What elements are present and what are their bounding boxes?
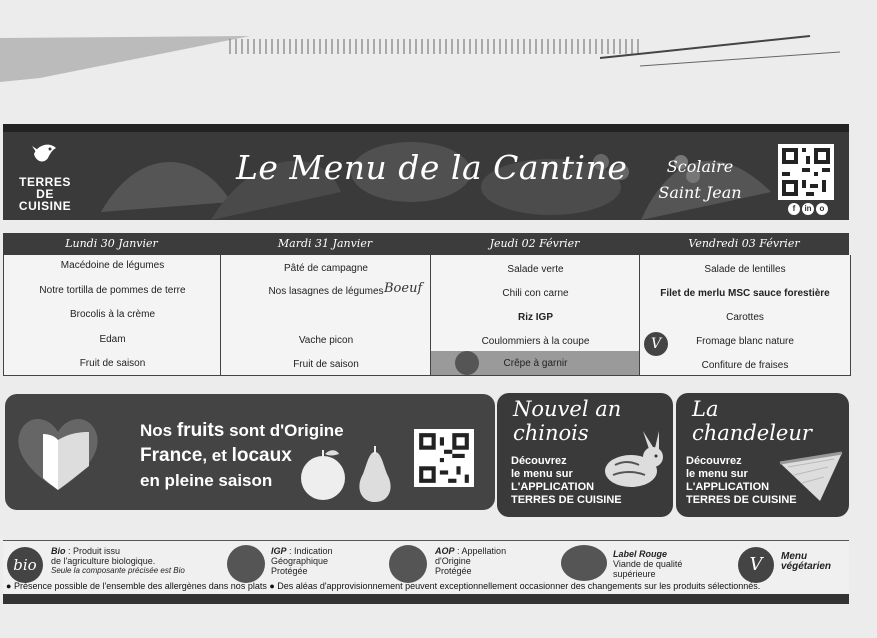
promo-word: Nos [140, 421, 173, 440]
card-body-line: Découvrez [511, 455, 567, 467]
card-body-line: TERRES DE CUISINE [511, 494, 622, 506]
handwritten-note: Boeuf [384, 281, 423, 296]
dish-cheese: Fromage blanc nature [696, 336, 794, 347]
brand-name: TERRES DE CUISINE [18, 175, 72, 213]
dish-cheese: Edam [99, 334, 126, 345]
aop-badge-icon [389, 545, 427, 583]
legend-aop-text: d'Origine [435, 556, 471, 566]
bottom-bar [3, 594, 849, 604]
card-title [692, 397, 812, 445]
day-header-friday: Vendredi 03 Février [688, 237, 800, 250]
legend-bio [51, 546, 185, 576]
dish-dessert: Crêpe à garnir [503, 358, 568, 369]
dish-main: Filet de merlu MSC sauce forestière [660, 288, 830, 299]
legend-aop-text: : Appellation [457, 546, 507, 556]
rabbit-icon [595, 431, 665, 493]
card-title-line: La [692, 397, 719, 421]
legend-lr-text: Viande de qualité [613, 559, 683, 569]
legend-bio-title: Bio [51, 546, 66, 556]
dish-side: Brocolis à la crème [69, 309, 156, 320]
legend-lr-text: supérieure [613, 569, 656, 579]
bullet-icon: ● [269, 581, 275, 591]
dish-starter: Macédoine de légumes [60, 260, 165, 271]
legend-lr-title: Label Rouge [613, 549, 668, 559]
brand-logo [9, 136, 81, 216]
promo-word-france: France [140, 445, 203, 466]
legend-aop-text: Protégée [435, 566, 472, 576]
dish-dessert: Fruit de saison [79, 358, 146, 369]
dish-dessert: Fruit de saison [293, 359, 359, 370]
dish-cheese: Vache picon [298, 335, 354, 346]
social-links [788, 203, 828, 215]
dish-main: Nos lasagnes de légumes [268, 286, 384, 297]
legend-igp-text: Protégée [271, 566, 308, 576]
linkedin-icon[interactable]: in [802, 203, 814, 215]
day-column-friday [639, 255, 851, 376]
promo-line-1 [140, 418, 344, 443]
top-decoration [0, 30, 877, 90]
day-column-thursday [430, 255, 640, 376]
dish-dessert: Confiture de fraises [701, 360, 789, 371]
card-body-line: L'APPLICATION [686, 481, 770, 493]
footnote [6, 581, 760, 591]
promo-word: sont d'Origine [229, 421, 344, 440]
school-line-2: Saint Jean [658, 183, 742, 202]
qr-code-icon[interactable] [778, 144, 834, 200]
day-header-thursday: Jeudi 02 Février [489, 237, 580, 250]
promo-word: , et [202, 446, 227, 465]
school-line-1: Scolaire [666, 157, 734, 176]
instagram-icon[interactable]: o [816, 203, 828, 215]
event-icon [455, 351, 479, 375]
card-body-line: le menu sur [511, 468, 573, 480]
bird-icon [30, 140, 60, 168]
apple-pear-icon [301, 446, 401, 502]
legend-bio-text: : Produit issu [68, 546, 121, 556]
legend-aop-title: AOP [435, 546, 455, 556]
vegetarian-badge-icon: V [738, 547, 774, 583]
dish-starter: Salade verte [507, 264, 564, 275]
day-column-tuesday [220, 255, 431, 376]
legend-igp [271, 546, 333, 576]
dish-main: Notre tortilla de pommes de terre [39, 285, 186, 296]
promo-word-fruits: fruits [176, 420, 225, 441]
qr-code-icon[interactable] [414, 429, 474, 487]
bio-badge-icon: bio [7, 547, 43, 583]
card-title-line: Nouvel an [513, 397, 622, 421]
footnote-allergens: Présence possible de l'ensemble des allergènes dans nos plats [13, 581, 267, 591]
promo-line-3: en pleine saison [140, 471, 273, 490]
dish-cheese: Coulommiers à la coupe [481, 336, 590, 347]
legend-label-rouge [613, 549, 682, 579]
igp-badge-icon [227, 545, 265, 583]
legend-veg-text: végétarien [781, 561, 832, 572]
legend-igp-text: Géographique [271, 556, 329, 566]
card-title-line: chinois [513, 421, 589, 445]
dish-side: Riz IGP [517, 312, 553, 323]
dish-starter: Pâté de campagne [284, 263, 368, 274]
legend-igp-title: IGP [271, 546, 287, 556]
facebook-icon[interactable]: f [788, 203, 800, 215]
footnote-supply: Des aléas d'approvisionnement peuvent exceptionnellement occasionner des changements sur les produits sélectionnés. [277, 581, 761, 591]
weekly-menu [3, 233, 849, 378]
day-column-monday [3, 255, 221, 376]
card-body-line: Découvrez [686, 455, 742, 467]
chinese-new-year-card[interactable] [497, 393, 673, 517]
page-title: Le Menu de la Cantine [236, 148, 628, 187]
france-heart-icon [13, 410, 103, 494]
crepe-icon [776, 449, 846, 503]
label-rouge-badge-icon [561, 545, 607, 581]
legend-vegetarian [781, 552, 831, 572]
legend-bio-text: de l'agriculture biologique. [51, 556, 156, 566]
bullet-icon: ● [6, 581, 12, 591]
card-body-line: le menu sur [686, 468, 748, 480]
legend-veg-text: Menu [781, 551, 808, 562]
school-name [650, 154, 750, 206]
banner-top-stripe [3, 124, 849, 132]
card-body-line: TERRES DE CUISINE [686, 494, 797, 506]
day-header-monday: Lundi 30 Janvier [65, 237, 158, 250]
chandeleur-card[interactable] [676, 393, 849, 517]
card-body-line: L'APPLICATION [511, 481, 595, 493]
legend-igp-text: : Indication [289, 546, 333, 556]
day-header-tuesday: Mardi 31 Janvier [277, 237, 373, 250]
dish-starter: Salade de lentilles [704, 264, 786, 275]
legend-bio-note: Seule la composante précisée est Bio [51, 566, 185, 575]
dish-main: Chili con carne [502, 288, 569, 299]
dish-side: Carottes [726, 312, 764, 323]
legend-aop [435, 546, 506, 576]
promo-word-locaux: locaux [231, 445, 292, 466]
vegetarian-badge-icon: V [644, 332, 668, 356]
card-title-line: chandeleur [692, 421, 812, 445]
